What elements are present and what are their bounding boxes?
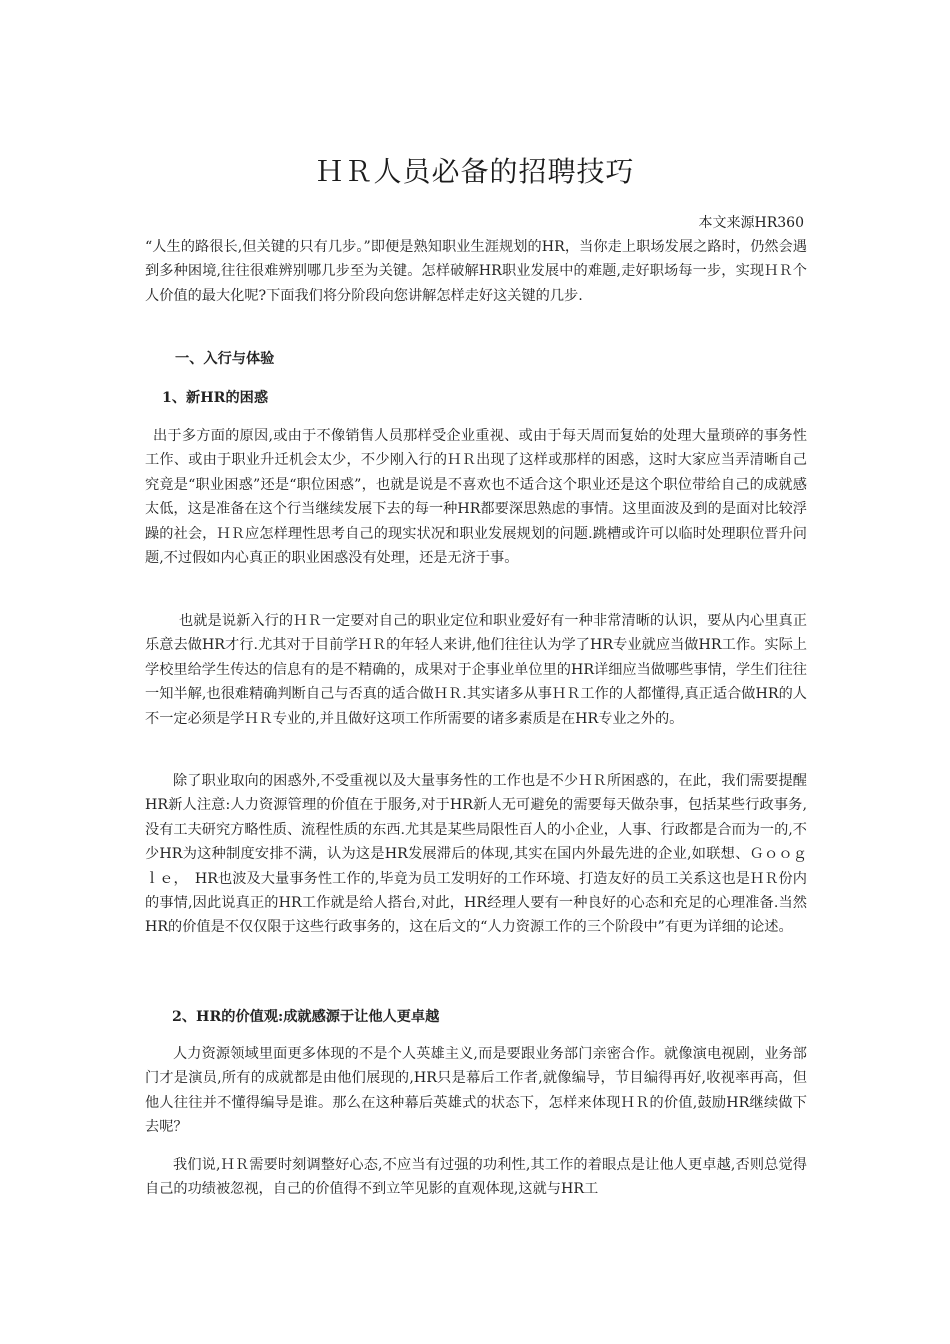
- intro-paragraph: “人生的路很长,但关键的只有几步。”即便是熟知职业生涯规划的HR，当你走上职场发展之路时，仍然会遇到多种困境,往往很难辨别哪几步至为关键。怎样破解HR职业发展中的难题,走好职场每一步，实现ＨＲ个人价值的最大化呢?下面我们将分阶段向您讲解怎样走好这关键的几步.: [145, 239, 807, 304]
- paragraph-1: 出于多方面的原因,或由于不像销售人员那样受企业重视、或由于每天周而复始的处理大量琐碎的事务性工作、或由于职业升迁机会太少，不少刚入行的ＨＲ出现了这样或那样的困惑，这时大家应当弄清晰自己究竟是“职业困惑”还是“职位困惑”，也就是说是不喜欢也不适合这个职业还是这个职位带给自己的成就感太低，这是准备在这个行当继续发展下去的每一种HR都要深思熟虑的事情。这里面波及到的是面对比较浮躁的社会，ＨＲ应怎样理性思考自己的现实状况和职业发展规划的问题.跳槽或许可以临时处理职位晋升问题,不过假如内心真正的职业困惑没有处理，还是无济于事。: [145, 428, 807, 567]
- subsection-heading-1: 1、新HR的困惑: [162, 390, 269, 406]
- paragraph-4: 人力资源领域里面更多体现的不是个人英雄主义,而是要跟业务部门亲密合作。就像演电视剧，业务部门才是演员,所有的成就都是由他们展现的,HR只是幕后工作者,就像编导，节目编得再好,收视率再高，但他人往往并不懂得编导是谁。那么在这种幕后英雄式的状态下，怎样来体现ＨＲ的价值,鼓励HR继续做下去呢？: [145, 1046, 807, 1136]
- document-title: ＨＲ人员必备的招聘技巧: [315, 155, 635, 188]
- paragraph-2: 也就是说新入行的ＨＲ一定要对自己的职业定位和职业爱好有一种非常清晰的认识，要从内心里真正乐意去做HR才行.尤其对于目前学ＨＲ的年轻人来讲,他们往往认为学了HR专业就应当做HR工作。实际上学校里给学生传达的信息有的是不精确的，成果对于企事业单位里的HR详细应当做哪些事情，学生们往往一知半解,也很难精确判断自己与否真的适合做ＨＲ.其实诸多从事ＨＲ工作的人都懂得,真正适合做HR的人不一定必须是学ＨＲ专业的,并且做好这项工作所需要的诸多素质是在HR专业之外的。: [145, 613, 807, 727]
- paragraph-3: 除了职业取向的困惑外,不受重视以及大量事务性的工作也是不少ＨＲ所困惑的，在此，我们需要提醒HR新人注意:人力资源管理的价值在于服务,对于HR新人无可避免的需要每天做杂事，包括某些行政事务,没有工夫研究方略性质、流程性质的东西.尤其是某些局限性百人的小企业，人事、行政都是合而为一的,不少HR为这种制度安排不满，认为这是HR发展滞后的体现,其实在国内外最先进的企业,如联想、Ｇｏｏｇｌｅ， HR也波及大量事务性工作的,毕竟为员工发明好的工作环境、打造友好的员工关系这也是ＨＲ份内的事情,因此说真正的HR工作就是给人搭台,对此，HR经理人要有一种良好的心态和充足的心理准备.当然HR的价值是不仅仅限于这些行政事务的，这在后文的“人力资源工作的三个阶段中”有更为详细的论述。: [145, 773, 807, 936]
- section-heading-1: 一、入行与体验: [175, 351, 275, 367]
- paragraph-5: 我们说,ＨＲ需要时刻调整好心态,不应当有过强的功利性,其工作的着眼点是让他人更卓越,否则总觉得自己的功绩被忽视，自己的价值得不到立竿见影的直观体现,这就与HR工: [145, 1157, 807, 1198]
- subsection-heading-2: 2、HR的价值观:成就感源于让他人更卓越: [172, 1009, 440, 1025]
- source-line: 本文来源HR360: [698, 215, 804, 231]
